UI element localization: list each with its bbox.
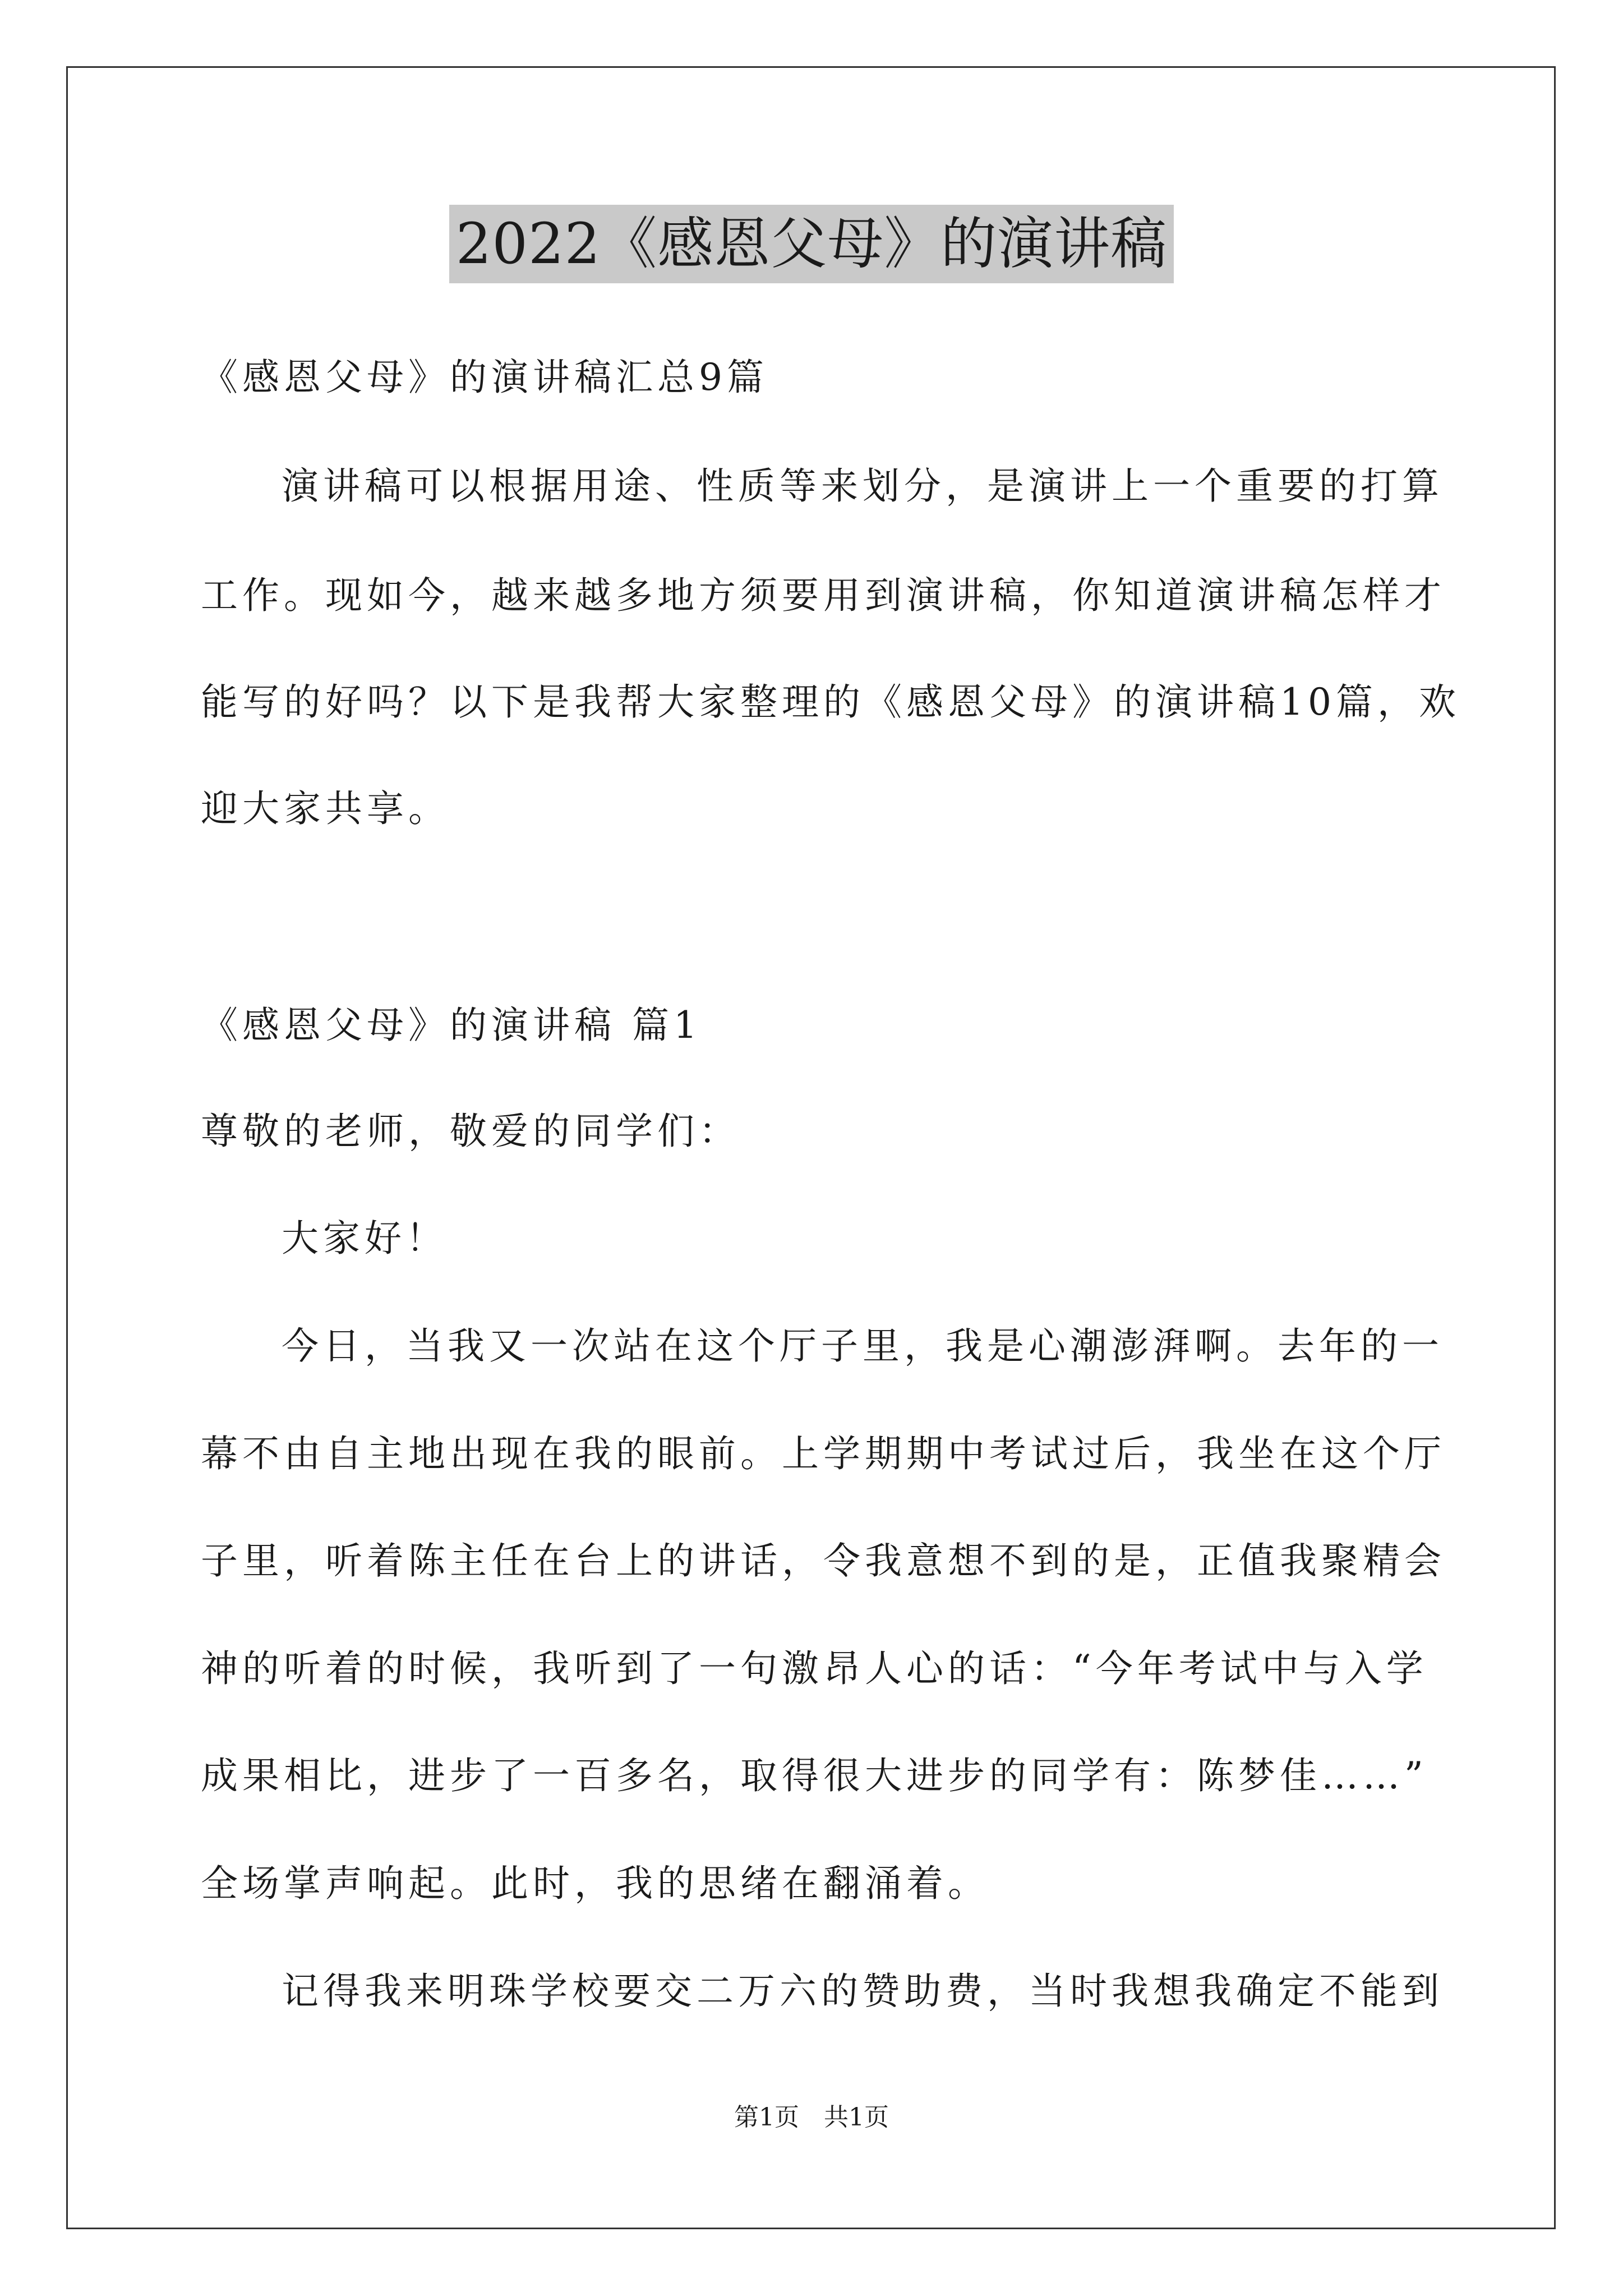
paragraph-1-line-2: 幕不由自主地出现在我的眼前。上学期期中考试过后，我坐在这个厅 [201, 1432, 1446, 1475]
document-subtitle: 《感恩父母》的演讲稿汇总9篇 [201, 356, 768, 399]
greeting: 大家好！ [282, 1217, 448, 1260]
intro-line-3: 能写的好吗？以下是我帮大家整理的《感恩父母》的演讲稿10篇，欢 [201, 680, 1460, 724]
intro-line-4: 迎大家共享。 [201, 787, 450, 830]
page-number-footer: 第1页 共1页 [734, 2103, 889, 2132]
salutation: 尊敬的老师，敬爱的同学们： [201, 1110, 740, 1153]
intro-line-1: 演讲稿可以根据用途、性质等来划分，是演讲上一个重要的打算 [282, 464, 1444, 508]
paragraph-1-line-4: 神的听着的时候，我听到了一句激昂人心的话：“今年考试中与入学 [201, 1647, 1428, 1690]
paragraph-2-line-1: 记得我来明珠学校要交二万六的赞助费，当时我想我确定不能到 [282, 1970, 1444, 2013]
intro-line-2: 工作。现如今，越来越多地方须要用到演讲稿，你知道演讲稿怎样才 [201, 574, 1446, 617]
paragraph-1-line-5: 成果相比，进步了一百多名，取得很大进步的同学有：陈梦佳……” [201, 1754, 1428, 1797]
document-title: 2022《感恩父母》的演讲稿 [449, 205, 1174, 283]
title-container [0, 205, 1623, 283]
paragraph-1-line-3: 子里，听着陈主任在台上的讲话，令我意想不到的是，正值我聚精会 [201, 1539, 1446, 1582]
paragraph-1-line-1: 今日，当我又一次站在这个厅子里，我是心潮澎湃啊。去年的一 [282, 1324, 1444, 1368]
paragraph-1-line-6: 全场掌声响起。此时，我的思绪在翻涌着。 [201, 1862, 989, 1905]
section-heading: 《感恩父母》的演讲稿 篇1 [201, 1004, 702, 1047]
